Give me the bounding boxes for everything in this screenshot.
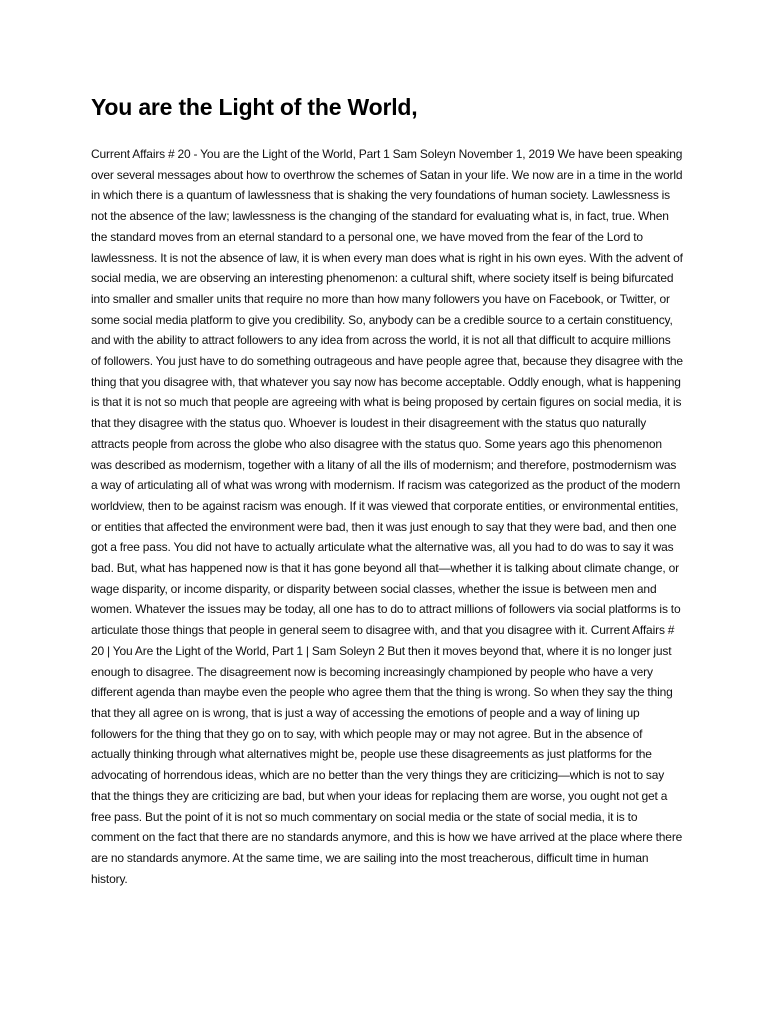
document-title: You are the Light of the World, (91, 94, 418, 120)
document-body-paragraph: Current Affairs # 20 - You are the Light of the World, Part 1 Sam Soleyn November 1, 2019 We have been speaking over several messages about how to overthrow the schemes of Satan in your life. We now are in a time in the world in which there is a quantum of lawlessness that is shaking the very foundations of human society. Lawlessness is not the absence of the law; lawlessness is the changing of the standard for evaluating what is, in fact, true. When the standard moves from an eternal standard to a personal one, we have moved from the fear of the Lord to lawlessness. It is not the absence of law, it is when every man does what is right in his own eyes. With the advent of social media, we are observing an interesting phenomenon: a cultural shift, where society itself is being bifurcated into smaller and smaller units that require no more than how many followers you have on Facebook, or Twitter, or some social media platform to give you credibility. So, anybody can be a credible source to a certain constituency, and with the ability to attract followers to any idea from across the world, it is not all that difficult to acquire millions of followers. You just have to do something outrageous and have people agree that, because they disagree with the thing that you disagree with, that whatever you say now has become acceptable. Oddly enough, what is happening is that it is not so much that people are agreeing with what is being proposed by certain figures on social media, it is that they disagree with the status quo. Whoever is loudest in their disagreement with the status quo naturally attracts people from across the globe who also disagree with the status quo. Some years ago this phenomenon was described as modernism, together with a litany of all the ills of modernism; and therefore, postmodernism was a way of articulating all of what was wrong with modernism. If racism was categorized as the product of the modern worldview, then to be against racism was enough. If it was viewed that corporate entities, or environmental entities, or entities that affected the environment were bad, then it was just enough to say that they were bad, and then one got a free pass. You did not have to actually articulate what the alternative was, all you had to do was to say it was bad. But, what has happened now is that it has gone beyond all that—whether it is talking about climate change, or wage disparity, or income disparity, or disparity between social classes, whether the issue is between men and women. Whatever the issues may be today, all one has to do to attract millions of followers via social platforms is to articulate those things that people in general seem to disagree with, and that you disagree with it. Current Affairs # 20 | You Are the Light of the World, Part 1 | Sam Soleyn 2 But then it moves beyond that, where it is no longer just enough to disagree. The disagreement now is becoming increasingly championed by people who have a very different agenda than maybe even the people who agree them that the thing is wrong. So when they say the thing that they all agree on is wrong, that is just a way of accessing the emotions of people and a way of lining up followers for the thing that they go on to say, with which people may or may not agree. But in the absence of actually thinking through what alternatives might be, people use these disagreements as just platforms for the advocating of horrendous ideas, which are no better than the very things they are criticizing—which is not to say that the things they are criticizing are bad, but when your ideas for replacing them are worse, you ought not get a free pass. But the point of it is not so much commentary on social media or the state of social media, it is to comment on the fact that there are no standards anymore, and this is how we have arrived at the place where there are no standards anymore. At the same time, we are sailing into the most treacherous, difficult time in human history. (91, 147, 683, 886)
document-page (91, 92, 683, 889)
